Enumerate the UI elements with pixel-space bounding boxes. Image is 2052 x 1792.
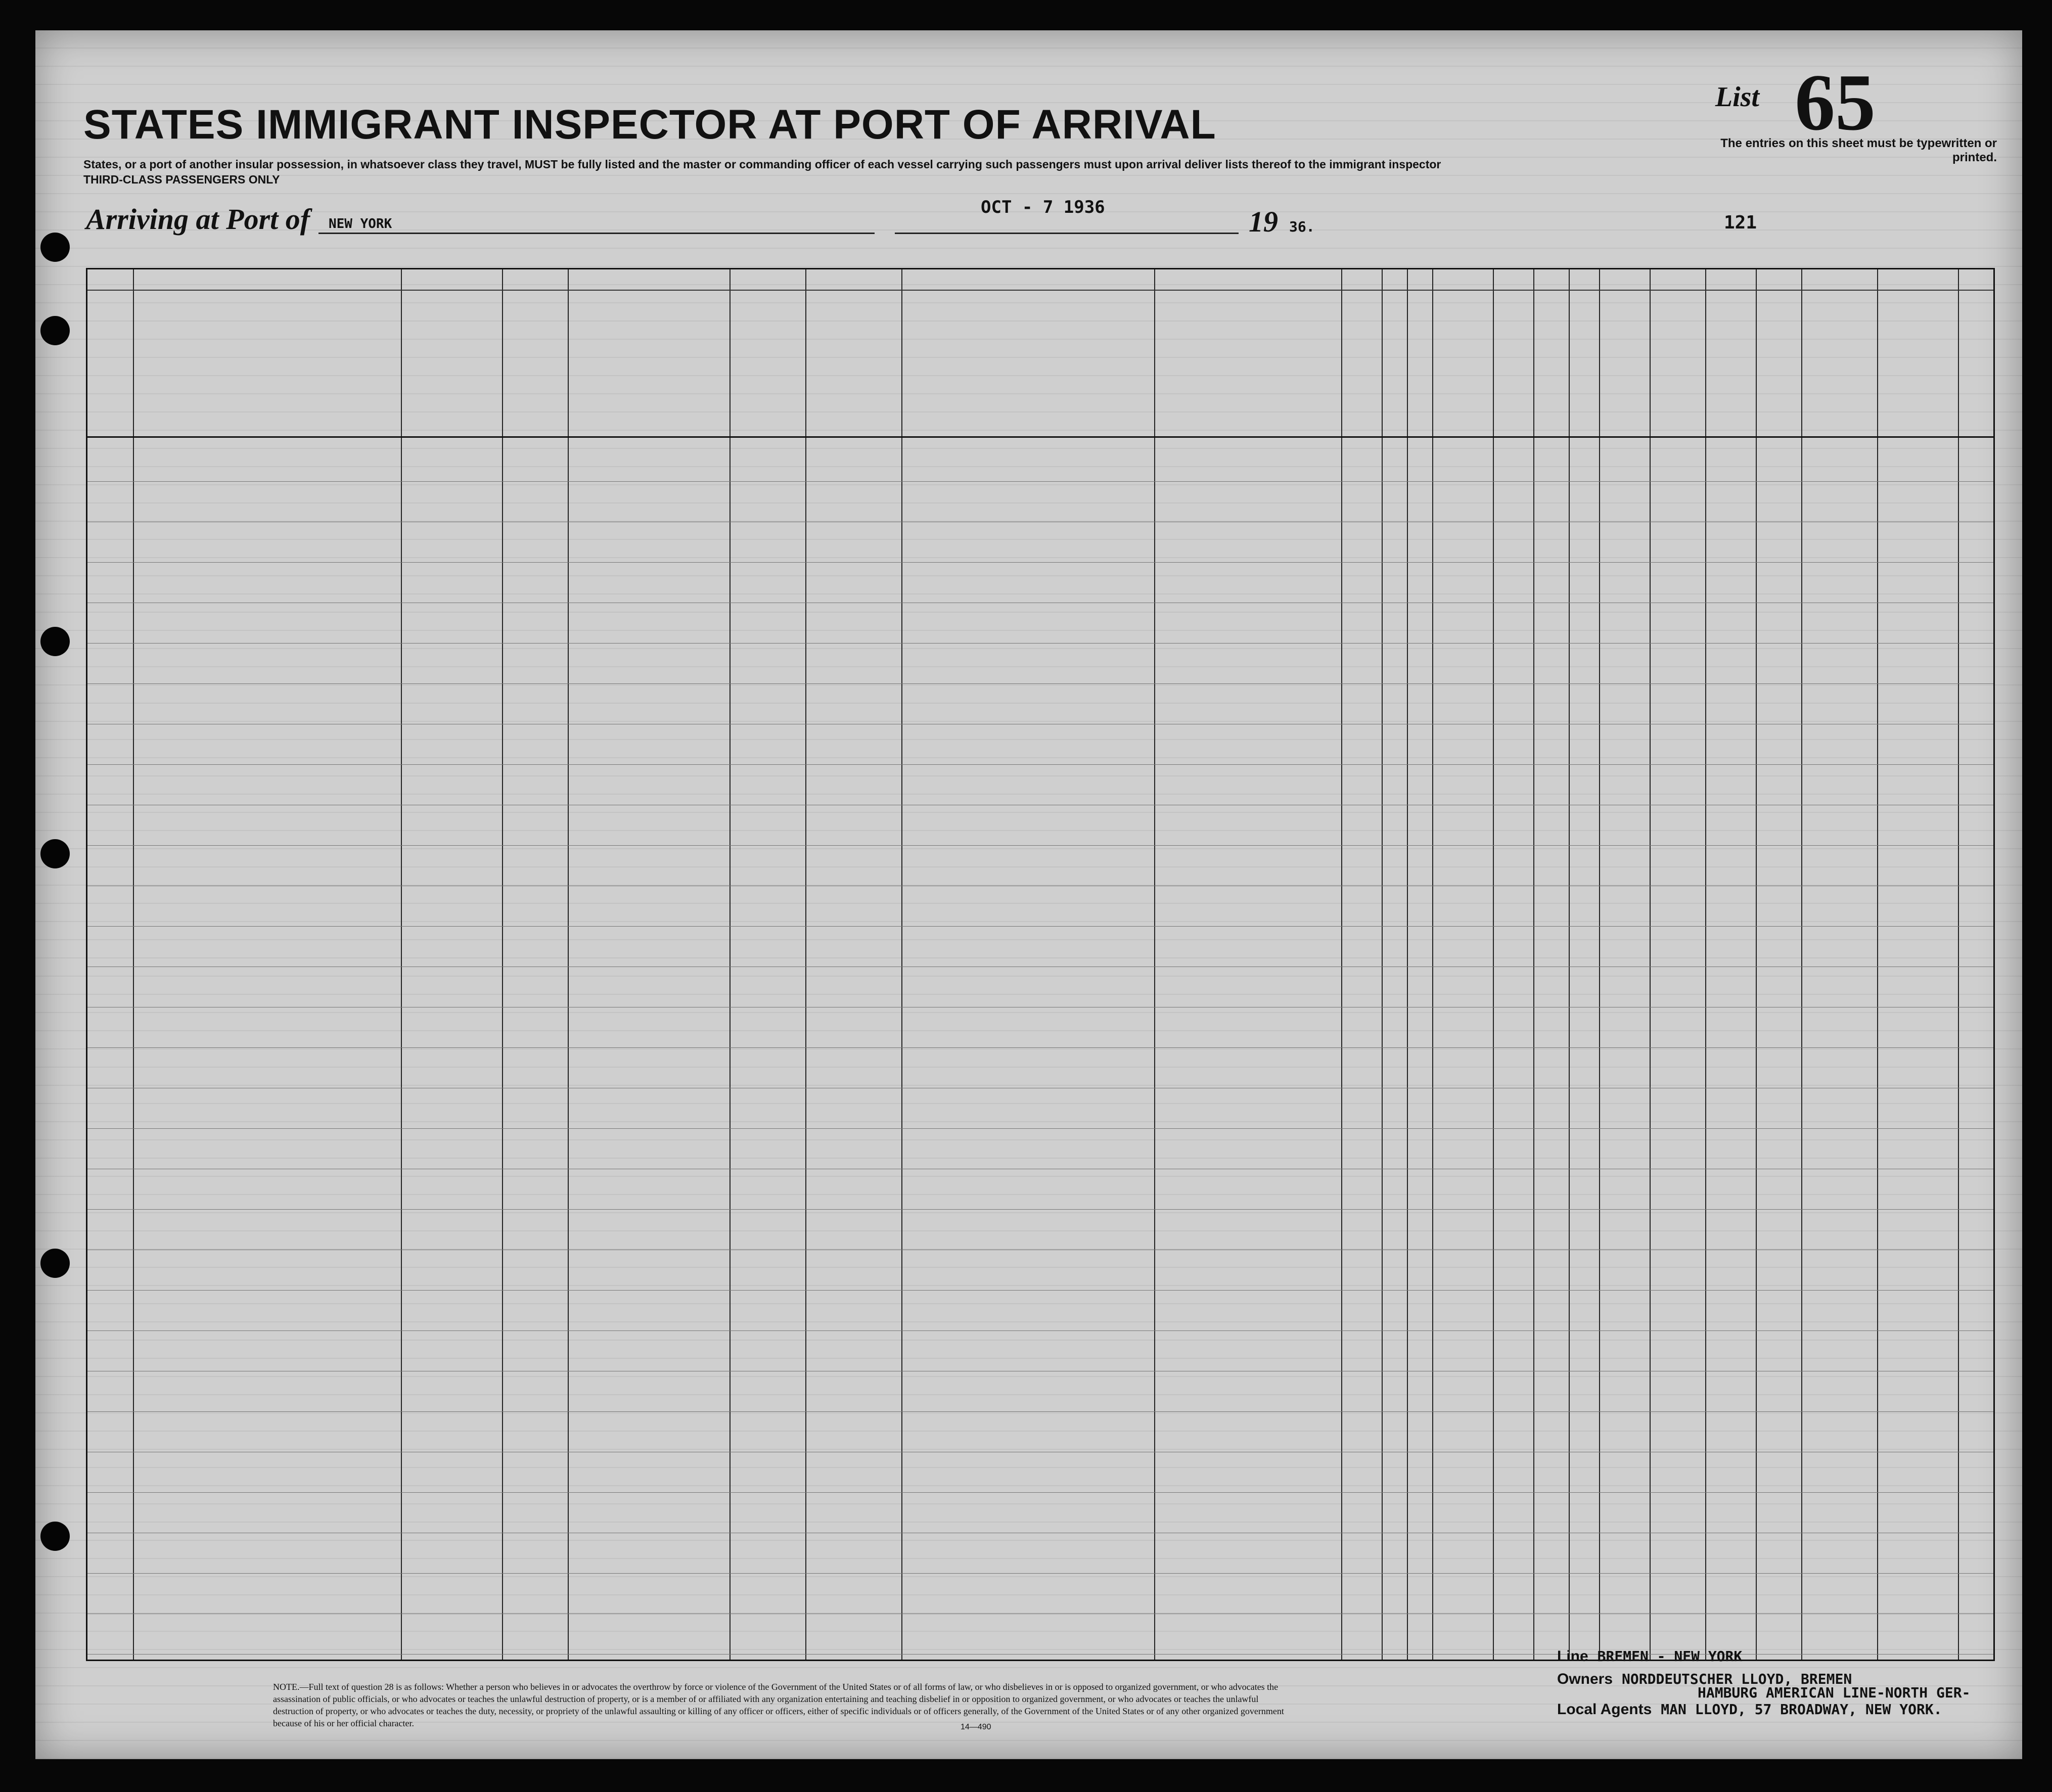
binder-hole xyxy=(40,1249,70,1278)
column-divider xyxy=(1407,269,1408,1660)
page-title: STATES IMMIGRANT INSPECTOR AT PORT OF ARRIVAL xyxy=(83,102,1216,148)
column-divider xyxy=(729,269,731,1660)
column-divider xyxy=(1756,269,1757,1660)
page-reference: 121 xyxy=(1724,212,1757,233)
notice-line: States, or a port of another insular possession, in whatsoever class they travel, MUST be fully listed and the master or commanding officer of each vessel carrying such passengers must upon arrival deliver lists thereof to the immigrant inspector xyxy=(83,158,1441,171)
column-header xyxy=(1879,325,1956,431)
arriving-label: Arriving at Port of xyxy=(86,203,310,236)
row-divider xyxy=(87,562,1993,563)
port-underline xyxy=(318,233,875,234)
column-header xyxy=(732,325,803,431)
year-prefix: 19 xyxy=(1249,205,1278,238)
column-divider xyxy=(1533,269,1534,1660)
notice-text xyxy=(83,157,1777,187)
column-divider xyxy=(1801,269,1802,1660)
header-divider xyxy=(87,290,1993,291)
column-header xyxy=(1707,325,1754,431)
column-header xyxy=(1384,325,1405,431)
column-header xyxy=(89,325,131,431)
date-stamp: OCT - 7 1936 xyxy=(981,197,1105,217)
owners-value-2: HAMBURG AMERICAN LINE-NORTH GER- xyxy=(1698,1684,1971,1701)
column-divider xyxy=(1958,269,1959,1660)
column-header xyxy=(570,325,727,431)
column-divider xyxy=(805,269,806,1660)
footer-owners-2 xyxy=(1689,1684,1970,1702)
row-divider xyxy=(87,926,1993,927)
column-divider xyxy=(1493,269,1494,1660)
manifest-sheet xyxy=(35,30,2022,1759)
manifest-table xyxy=(86,268,1995,1661)
list-label: List xyxy=(1715,81,1759,113)
owners-label: Owners xyxy=(1557,1671,1613,1687)
port-value: NEW YORK xyxy=(329,216,392,232)
header-divider xyxy=(87,436,1993,438)
column-divider xyxy=(568,269,569,1660)
column-header xyxy=(1343,325,1380,431)
line-value: BREMEN - NEW YORK xyxy=(1597,1648,1743,1665)
agents-label: Local Agents xyxy=(1557,1701,1652,1718)
agents-value: MAN LLOYD, 57 BROADWAY, NEW YORK. xyxy=(1661,1701,1942,1718)
footer-agents xyxy=(1557,1701,1942,1718)
binder-hole xyxy=(40,839,70,868)
year-suffix: 36. xyxy=(1289,218,1315,235)
column-divider xyxy=(901,269,902,1660)
column-header xyxy=(903,325,1339,431)
binder-hole xyxy=(40,627,70,656)
row-divider xyxy=(87,683,1993,684)
column-divider xyxy=(1705,269,1706,1660)
column-divider xyxy=(1650,269,1651,1660)
binder-hole xyxy=(40,233,70,262)
column-header xyxy=(403,325,566,431)
row-divider xyxy=(87,1411,1993,1412)
row-divider xyxy=(87,1128,1993,1129)
row-divider xyxy=(87,1492,1993,1493)
line-label: Line xyxy=(1557,1648,1588,1665)
column-divider xyxy=(1154,269,1155,1660)
column-divider xyxy=(1382,269,1383,1660)
column-divider xyxy=(1432,269,1433,1660)
class-line: THIRD-CLASS PASSENGERS ONLY xyxy=(83,173,280,186)
column-header xyxy=(1803,325,1875,431)
row-divider xyxy=(87,1047,1993,1048)
row-divider xyxy=(87,481,1993,482)
row-divider xyxy=(87,643,1993,644)
footnote: NOTE.—Full text of question 28 is as follows: Whether a person who believes in or advocates the overthrow by force or violence of the Government of the United States or of all forms of law, or who disbelieves in or is opposed to organized government, or who advocates the assassination of public officials, or who advocates or teaches the unlawful destruction of property, or is a member of or affiliated with any organization entertaining and teaching disbelief in or opposition to organized government, or who advocates or teaches the unlawful destruction of property, or who advocates or teaches the duty, necessity, or propriety of the unlawful assaulting or killing of any officer or officers, either of specific individuals or of officers generally, of the Government of the United States or of any other organized government because of his or her official character. xyxy=(273,1682,1284,1728)
owners-value: NORDDEUTSCHER LLOYD, BREMEN xyxy=(1622,1671,1852,1687)
row-divider xyxy=(87,1573,1993,1574)
row-divider xyxy=(87,1330,1993,1331)
column-divider xyxy=(1569,269,1570,1660)
column-divider xyxy=(133,269,134,1660)
column-divider xyxy=(1599,269,1600,1660)
row-divider xyxy=(87,1290,1993,1291)
column-header xyxy=(807,325,899,431)
binder-hole xyxy=(40,1522,70,1551)
footer-line xyxy=(1557,1648,1742,1665)
column-divider xyxy=(1341,269,1342,1660)
row-divider xyxy=(87,845,1993,846)
column-divider xyxy=(1877,269,1878,1660)
column-header xyxy=(1960,325,1991,431)
column-divider xyxy=(401,269,402,1660)
entries-note: The entries on this sheet must be typewritten or printed. xyxy=(1720,136,1997,164)
column-header xyxy=(1495,325,1531,431)
row-divider xyxy=(87,764,1993,765)
binder-hole xyxy=(40,316,70,345)
date-underline xyxy=(895,233,1239,234)
form-number: 14—490 xyxy=(961,1723,991,1731)
column-header xyxy=(135,325,399,431)
column-divider xyxy=(502,269,503,1660)
row-divider xyxy=(87,1209,1993,1210)
column-header xyxy=(1758,325,1799,431)
column-header xyxy=(1434,325,1491,431)
list-number: 65 xyxy=(1795,57,1876,147)
